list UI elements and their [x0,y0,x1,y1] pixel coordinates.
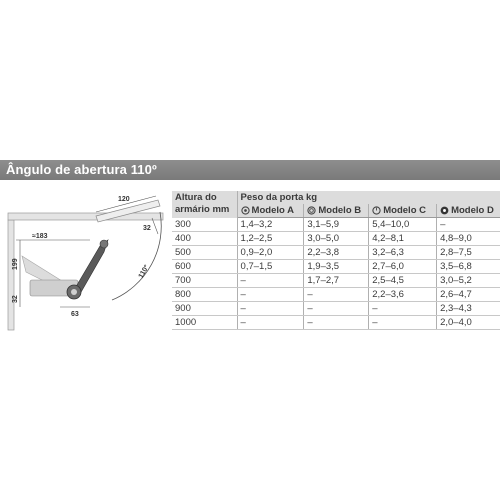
cell-weight-range: 3,2–6,3 [369,246,437,260]
cell-weight-range: 3,0–5,2 [437,274,500,288]
dim-label-63: 63 [71,311,79,318]
cell-cabinet-height: 300 [172,218,237,232]
dim-label-199: 199 [12,258,19,270]
table-row [172,218,500,232]
table-row [172,246,500,260]
cell-weight-range: 1,4–3,2 [237,218,304,232]
cell-weight-range: 3,1–5,9 [304,218,369,232]
cell-weight-range: – [369,302,437,316]
cell-cabinet-height: 400 [172,232,237,246]
dim-label-183: ≈183 [32,233,48,240]
cell-weight-range: 2,6–4,7 [437,288,500,302]
table-row [172,260,500,274]
cell-weight-range: – [237,274,304,288]
dim-label-32-top: 32 [143,225,151,232]
header-model-a: Modelo A [237,204,304,218]
cell-cabinet-height: 500 [172,246,237,260]
cell-weight-range: – [237,302,304,316]
cell-weight-range: – [237,288,304,302]
section-title-bar [0,160,500,180]
cell-weight-range: 1,7–2,7 [304,274,369,288]
cell-weight-range: 4,8–9,0 [437,232,500,246]
dim-label-32-left: 32 [12,295,19,303]
header-door-weight: Peso da porta kg [237,191,500,204]
cell-weight-range: 5,4–10,0 [369,218,437,232]
cell-cabinet-height: 800 [172,288,237,302]
door-weight-table [172,191,500,330]
cell-weight-range: – [304,288,369,302]
cell-weight-range: 0,9–2,0 [237,246,304,260]
table-row [172,302,500,316]
cell-weight-range: 2,8–7,5 [437,246,500,260]
cell-weight-range: 3,5–6,8 [437,260,500,274]
dim-line-32-top [152,218,158,234]
opening-arc [112,212,161,300]
cabinet-top-panel [8,213,163,220]
cell-cabinet-height: 1000 [172,316,237,330]
cell-weight-range: 2,5–4,5 [369,274,437,288]
model-c-icon [372,206,381,215]
table-row [172,232,500,246]
model-d-icon [440,206,449,215]
cell-weight-range: 0,7–1,5 [237,260,304,274]
cell-cabinet-height: 900 [172,302,237,316]
cell-weight-range: 1,2–2,5 [237,232,304,246]
cabinet-side-panel [8,220,14,330]
arm-joint [100,240,108,248]
cell-weight-range: – [369,316,437,330]
table-row [172,316,500,330]
cell-weight-range: – [437,218,500,232]
cell-weight-range: 2,0–4,0 [437,316,500,330]
header-model-b: Modelo B [304,204,369,218]
pivot-center [71,289,77,295]
cell-weight-range: 2,2–3,8 [304,246,369,260]
cell-weight-range: 1,9–3,5 [304,260,369,274]
cell-weight-range: 2,7–6,0 [369,260,437,274]
dim-label-120: 120 [118,196,130,203]
cell-weight-range: – [304,302,369,316]
header-model-c: Modelo C [369,204,437,218]
header-model-d: Modelo D [437,204,500,218]
cell-cabinet-height: 600 [172,260,237,274]
angle-label: 110° [137,263,151,280]
cell-weight-range: 3,0–5,0 [304,232,369,246]
cell-weight-range: 2,3–4,3 [437,302,500,316]
cell-weight-range: 4,2–8,1 [369,232,437,246]
cell-cabinet-height: 700 [172,274,237,288]
cell-weight-range: – [237,316,304,330]
cell-weight-range: – [304,316,369,330]
header-cabinet-height: Altura do armário mm [172,191,237,218]
section-title: Ângulo de abertura 110º [6,162,157,177]
model-a-icon [241,206,250,215]
table-row [172,274,500,288]
model-b-icon [307,206,316,215]
table-row [172,288,500,302]
opening-angle-diagram [0,182,170,332]
cell-weight-range: 2,2–3,6 [369,288,437,302]
